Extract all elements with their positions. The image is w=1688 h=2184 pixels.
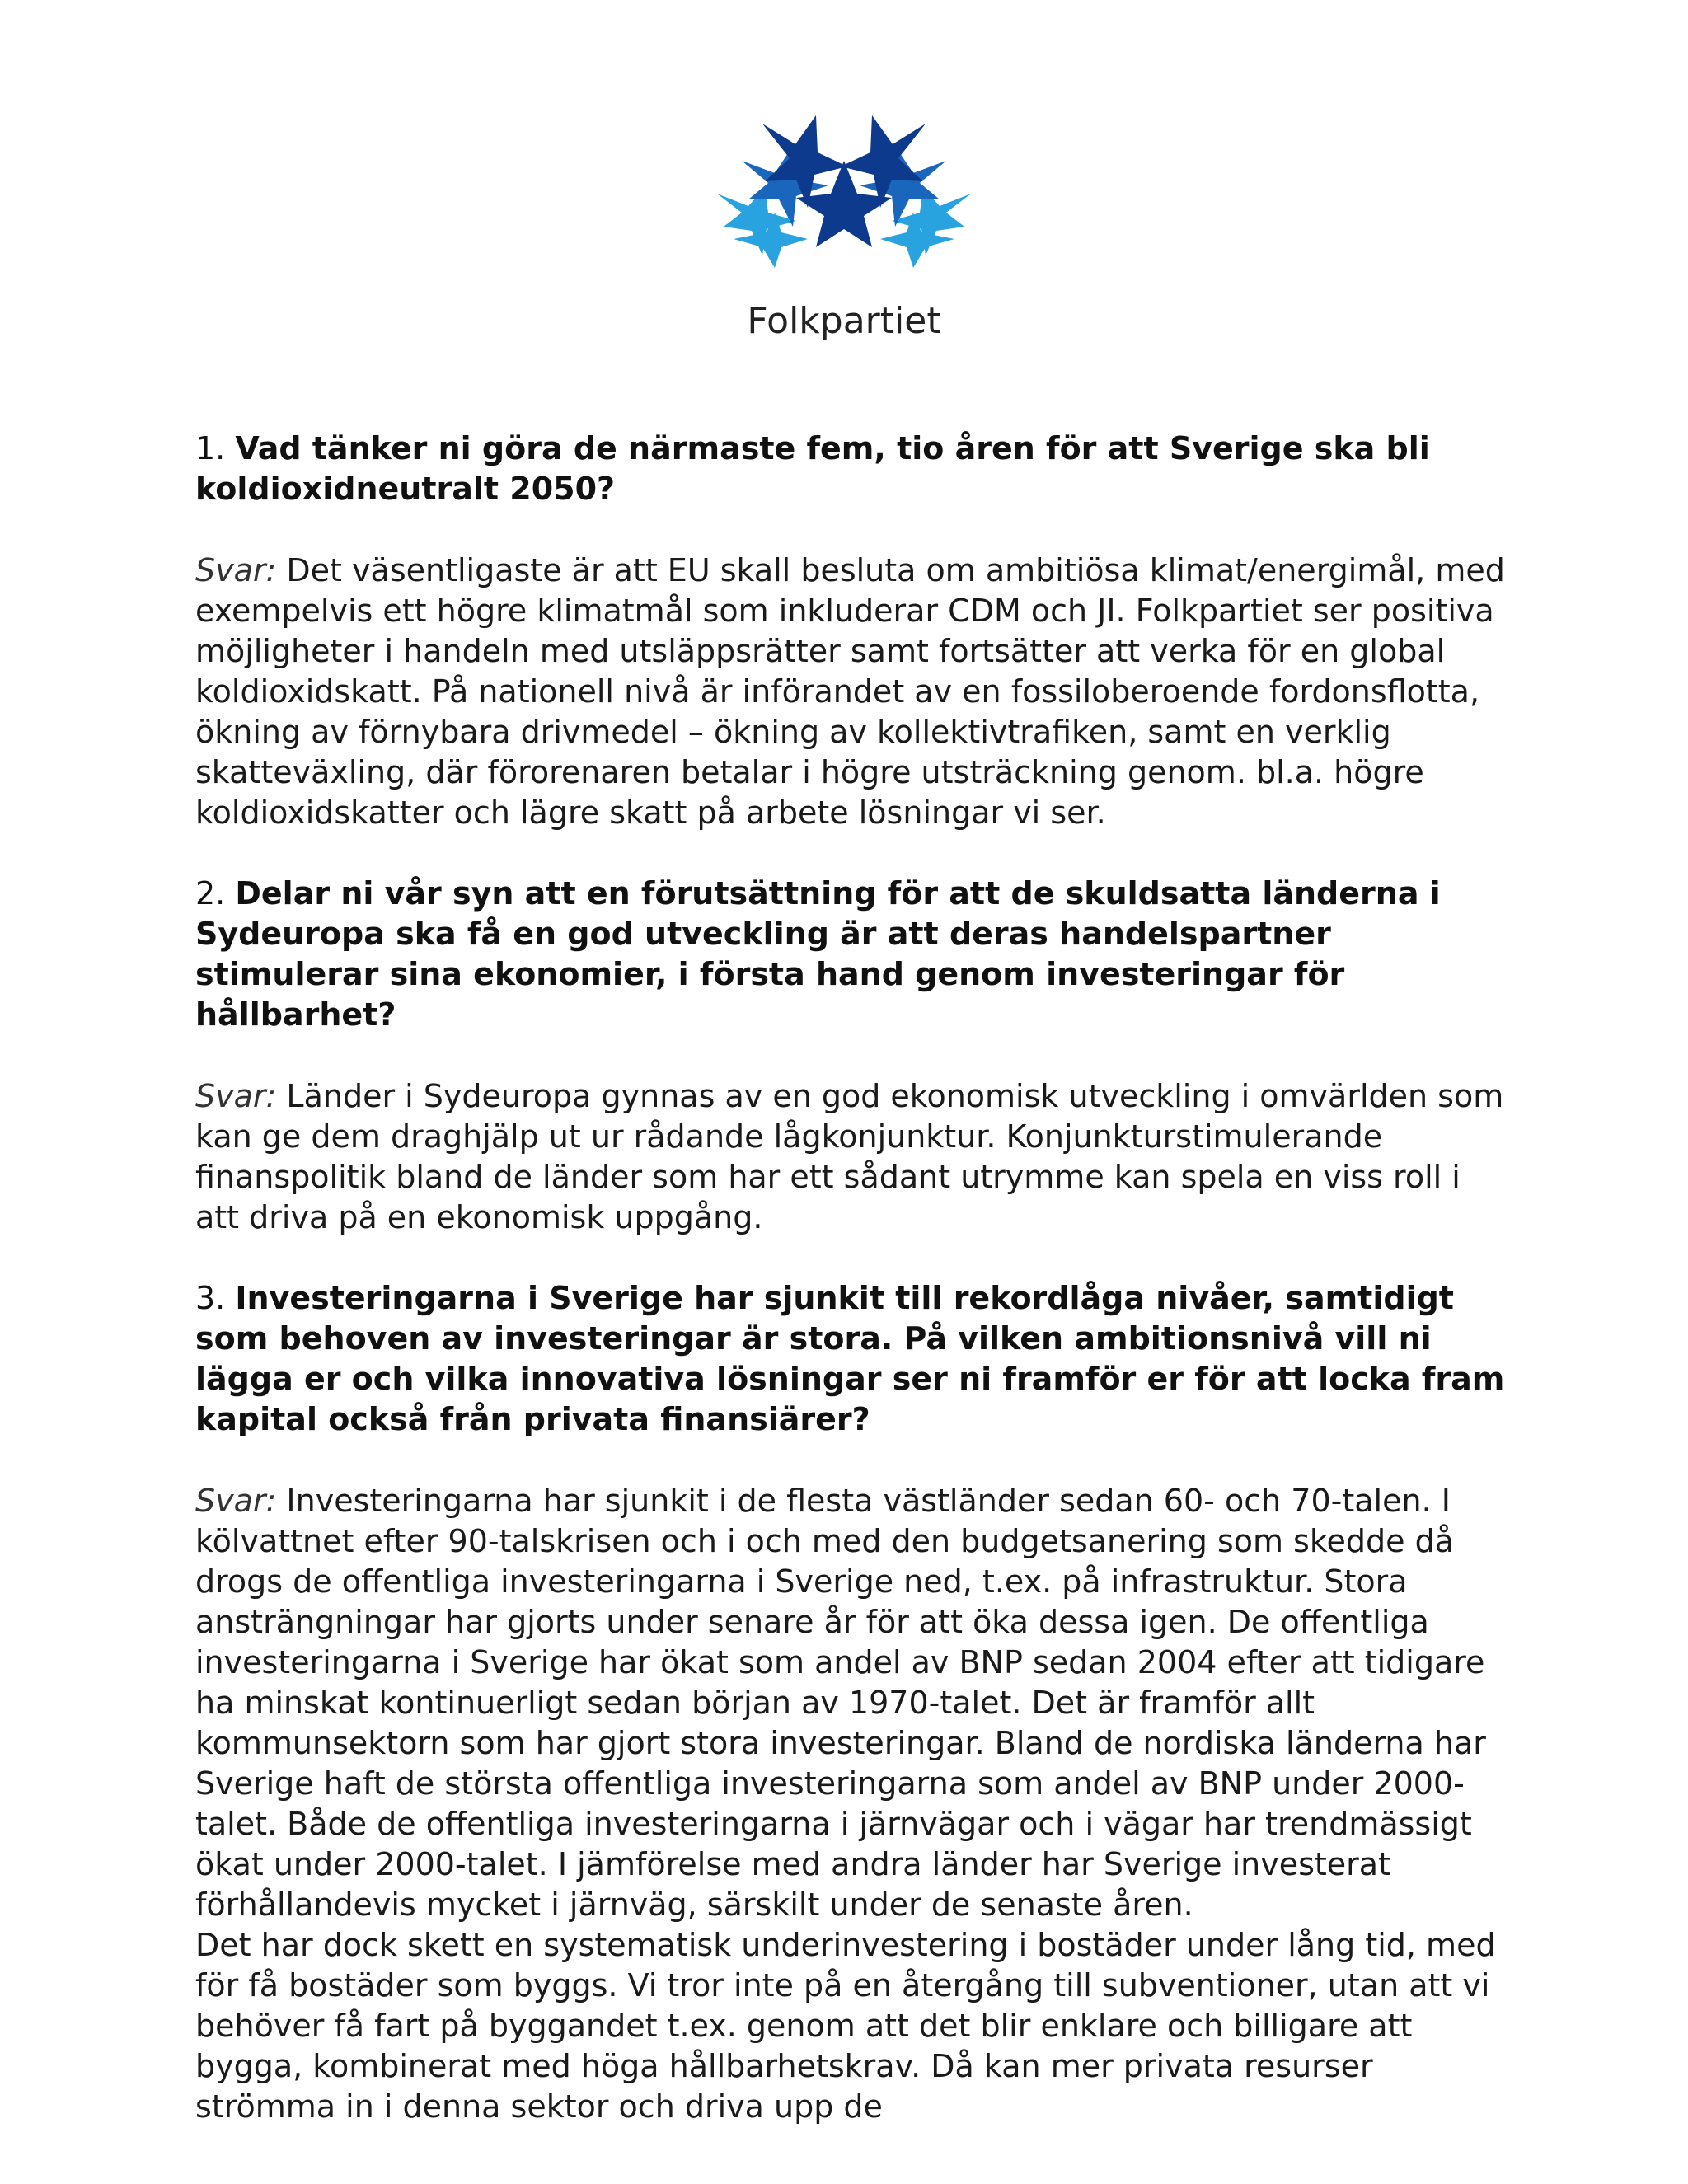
answer-text: Länder i Sydeuropa gynnas av en god ekonomisk utveckling i omvärlden som kan ge dem draghjälp ut ur rådande lågkonjunktur. Konjunkturstimulerande finanspolitik bland de länder som har ett sådant utrymme kan spela en viss roll i att driva på en ekonomisk uppgång. [195,1078,1504,1235]
party-name: Folkpartiet [747,300,941,342]
svar-label: Svar: [195,552,277,588]
answer-text: Det väsentligaste är att EU skall besluta om ambitiösa klimat/energimål, med exempelvis ett högre klimatmål som inkluderar CDM och JI. Folkpartiet ser positiva möjligheter i handeln med utsläppsrätter samt fortsätter att verka för en global koldioxidskatt. På nationell nivå är införandet av en fossiloberoende fordonsflotta, ökning av förnybara drivmedel – ökning av kollektivtrafiken, samt en verklig skatteväxling, där förorenaren betalar i högre utsträckning genom. bl.a. högre koldioxidskatter och lägre skatt på arbete lösningar vi ser. [195,552,1505,831]
answer-text: Investeringarna har sjunkit i de flesta västländer sedan 60- och 70-talen. I kölvattnet efter 90-talskrisen och i och med den budgetsanering som skedde då drogs de offentliga investeringarna i Sverige ned, t.ex. på infrastruktur. Stora ansträngningar har gjorts under senare år för att öka dessa igen. De offentliga investeringarna i Sverige har ökat som andel av BNP sedan 2004 efter att tidigare ha minskat kontinuerligt sedan början av 1970-talet. Det är framför allt kommunsektorn som har gjort stora investeringar. Bland de nordiska länderna har Sverige haft de största offentliga investeringarna som andel av BNP under 2000-talet. Både de offentliga investeringarna i järnvägar och i vägar har trendmässigt ökat under 2000-talet. I jämförelse med andra länder har Sverige investerat förhållandevis mycket i järnväg, särskilt under de senaste åren. [195,1483,1486,1923]
question-1 [195,429,1506,509]
question-text: Investeringarna i Sverige har sjunkit till rekordlåga nivåer, samtidigt som behoven av investeringar är stora. På vilken ambitionsnivå vill ni lägga er och vilka innovativa lösningar ser ni framför er för att locka fram kapital också från privata finansiärer? [195,1280,1505,1437]
document-body [195,429,1506,2127]
question-3 [195,1278,1506,1440]
question-number: 1. [195,430,226,466]
svar-label: Svar: [195,1483,277,1519]
svar-label: Svar: [195,1078,277,1114]
folkpartiet-stars-logo-icon [717,115,971,268]
answer-3-continued: Det har dock skett en systematisk underinvestering i bostäder under lång tid, med för få bostäder som byggs. Vi tror inte på en återgång till subventioner, utan att vi behöver få fart på byggandet t.ex. genom att det blir enklare och billigare att bygga, kombinerat med höga hållbarhetskrav. Då kan mer privata resurser strömma in i denna sektor och driva upp de [195,1927,1496,2125]
question-number: 3. [195,1280,226,1316]
question-number: 2. [195,875,226,912]
answer-3 [195,1481,1506,1925]
question-2 [195,874,1506,1035]
question-text: Vad tänker ni göra de närmaste fem, tio åren för att Sverige ska bli koldioxidneutralt 2050? [195,430,1430,507]
answer-1 [195,551,1506,833]
question-text: Delar ni vår syn att en förutsättning för att de skuldsatta länderna i Sydeuropa ska få en god utveckling är att deras handelspartner stimulerar sina ekonomier, i första hand genom investeringar för hållbarhet? [195,875,1441,1033]
answer-2 [195,1076,1506,1238]
